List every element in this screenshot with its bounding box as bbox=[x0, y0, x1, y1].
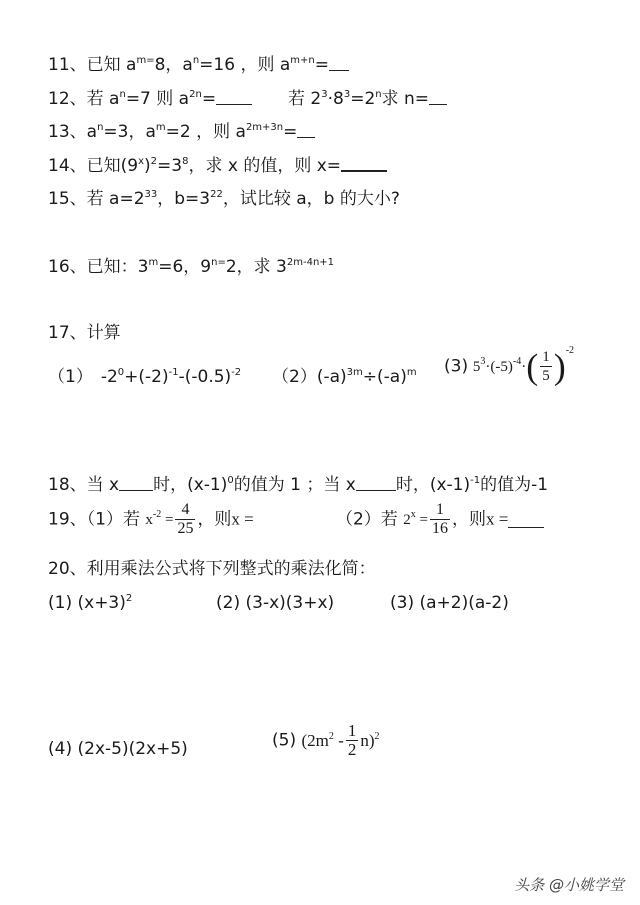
q12-number: 12、 bbox=[48, 89, 87, 109]
fraction: $\frac{1}{16}$ bbox=[431, 501, 448, 537]
question-20-item-4: (4) (2x-5)(2x+5) bbox=[48, 739, 188, 759]
question-20-item-5: (5) ($2m^2$ - $\frac{1}{2}$ n)$^2$ bbox=[272, 721, 380, 759]
answer-blank bbox=[356, 475, 396, 491]
q15-number: 15、 bbox=[48, 189, 87, 209]
question-20-title: 20、利用乘法公式将下列整式的乘法化简： bbox=[48, 559, 376, 579]
question-17-title: 17、计算 bbox=[48, 323, 121, 343]
answer-blank bbox=[341, 155, 387, 172]
question-13: 13、$a^n=3$，$a^m=2$ ，则 $a^{2m+3n}=$ bbox=[48, 121, 315, 143]
question-17-part-3: (3) $5^3\cdot(-5)^{-4}\cdot$( $\frac{1}{5}$ )$^{-2}$ bbox=[444, 345, 575, 387]
q13-number: 13、 bbox=[48, 122, 87, 142]
fraction: $\frac{1}{2}$ bbox=[347, 721, 357, 759]
question-20-item-1: (1) $(x+3)^2$ bbox=[48, 593, 133, 613]
question-11: 11、已知 $a^{m=}8$，$a^n=16$ ，则 $a^{m+n}=$ bbox=[48, 54, 349, 76]
question-12b: 若 $2^3\cdot 8^3=2^n$求 n= bbox=[288, 88, 447, 110]
q16-number: 16、 bbox=[48, 257, 87, 277]
answer-blank bbox=[329, 55, 349, 71]
question-18: 18、当 x 时，$(x-1)^0$的值为 1 ；当 x 时，$(x-1)^{-1}$的值为-1 bbox=[48, 475, 549, 495]
question-16: 16、已知：$3^m=6$，$9^{n=}2$，求 $3^{2m-4n+1}$ bbox=[48, 257, 335, 277]
question-12: 12、若 $a^n=7$ 则 $a^{2n}=$ bbox=[48, 88, 252, 110]
question-17-part-2: $(2)(-a)^{3m}\div(-a)^m$ bbox=[272, 367, 417, 387]
question-20-item-2: (2) (3-x)(3+x) bbox=[216, 593, 335, 613]
question-14: 14、已知$(9^x)^2=3^8$，求 x 的值，则 x= bbox=[48, 155, 387, 177]
fraction: $\frac{1}{5}$ bbox=[542, 349, 550, 384]
q18-number: 18、 bbox=[48, 475, 87, 495]
answer-blank bbox=[216, 89, 252, 105]
answer-blank bbox=[297, 122, 315, 138]
question-17-part-1: （1） $-2^0+(-2)^{-1}-(-0.5)^{-2}$ bbox=[48, 367, 242, 387]
answer-blank bbox=[119, 475, 153, 491]
question-20-item-3: (3) (a+2)(a-2) bbox=[390, 593, 509, 613]
fraction: $\frac{4}{25}$ bbox=[177, 501, 194, 537]
question-19-part-2: （2）若 2$^x$ = $\frac{1}{16}$ ，则x = bbox=[336, 501, 544, 538]
question-15: 15、若 $a=2^{33}$，$b=3^{22}$，试比较 a，b 的大小? bbox=[48, 189, 400, 209]
q11-number: 11、 bbox=[48, 55, 87, 75]
q14-number: 14、 bbox=[48, 156, 87, 176]
answer-blank bbox=[508, 512, 544, 528]
answer-blank bbox=[429, 89, 447, 105]
watermark: 头条 @小姚学堂 bbox=[514, 876, 624, 894]
question-19-part-1: 19、（1）若 $x^{-2}$ = $\frac{4}{25}$ ，则x = bbox=[48, 501, 254, 537]
